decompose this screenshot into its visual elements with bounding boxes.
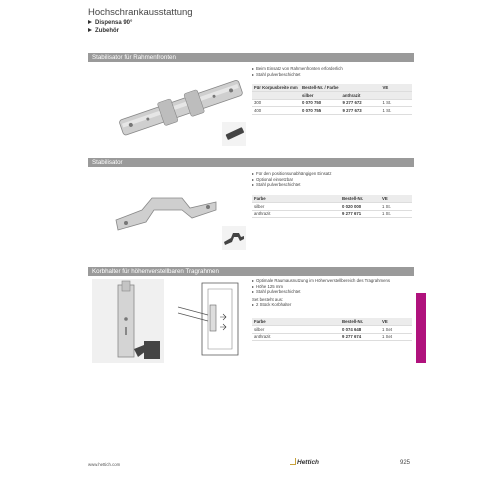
- table-cell: 0 070 750: [300, 99, 341, 107]
- table-cell: silber: [252, 203, 340, 211]
- breadcrumb-item-1: Dispensa 90°: [88, 20, 132, 26]
- table-cell: 400: [252, 107, 300, 115]
- section-1-table: [252, 84, 412, 115]
- table-cell: 9 277 671: [340, 210, 380, 218]
- table-cell: 9 277 674: [340, 333, 380, 341]
- bullet-item: ▸ Stahl pulverbeschichtet: [252, 289, 390, 295]
- table-row: [252, 210, 412, 218]
- korbhalter-image: [92, 279, 164, 363]
- table-header-cell: anthrazit: [341, 92, 381, 100]
- table-header-cell: VE: [380, 195, 412, 203]
- stabilisator-image: [112, 190, 220, 232]
- table-header-cell: [252, 92, 300, 100]
- breadcrumb-item-2: Zubehör: [88, 28, 119, 34]
- table-header-cell: Für Korpusbreite mm: [252, 84, 300, 92]
- bullet-item: ▸ Höhe 125 mm: [252, 284, 390, 290]
- table-header-cell: Bestell-Nr. / Farbe: [302, 85, 339, 90]
- table-cell: anthrazit: [252, 210, 340, 218]
- table-cell: 0 074 648: [340, 326, 380, 334]
- bullet-item: ▸ Stahl pulverbeschichtet: [252, 182, 332, 188]
- korbhalter-mounting-drawing: [168, 279, 244, 363]
- page-title: Hochschrankausstattung: [88, 7, 193, 18]
- bullet-item: ▸ Optimale Raumausnutzung im Höhenverstellbereich des Tragrahmens: [252, 278, 390, 284]
- section-heading-rahmenfronten: Stabilisator für Rahmenfronten: [88, 53, 414, 62]
- table-row: [252, 326, 412, 334]
- section-3-table: [252, 318, 412, 341]
- table-cell: 9 277 673: [341, 107, 381, 115]
- table-header-row: [252, 195, 412, 203]
- bullet-item: ▸ Für den positionsunabhängigen Einsatz: [252, 171, 332, 177]
- table-cell: 300: [252, 99, 300, 107]
- table-header-cell: Farbe: [252, 318, 340, 326]
- page-number: 925: [400, 460, 411, 466]
- table-header-cell: VE: [380, 318, 412, 326]
- triangle-bullet-icon: [88, 20, 92, 24]
- hettich-logo-icon: [290, 458, 296, 465]
- table-cell: anthrazit: [252, 333, 340, 341]
- table-row: [252, 107, 412, 115]
- section-3-bullets: [252, 278, 390, 308]
- table-cell: 1 Set: [380, 326, 412, 334]
- table-header-cell: Bestell-Nr.: [340, 195, 380, 203]
- section-heading-stabilisator: Stabilisator: [88, 158, 414, 167]
- table-cell: 9 277 672: [341, 99, 381, 107]
- set-note: Set besteht aus:: [252, 296, 284, 302]
- set-item: ▸ 2 Stück Korbhalter: [252, 302, 390, 308]
- table-header-cell: [381, 92, 412, 100]
- table-cell: 0 020 000: [340, 203, 380, 211]
- table-cell: silber: [252, 326, 340, 334]
- hettich-logo: Hettich: [290, 458, 319, 466]
- table-subheader-row: [252, 92, 412, 100]
- stabilisator-anthrazit-thumbnail: [222, 122, 246, 146]
- table-row: [252, 203, 412, 211]
- table-cell: 0 070 755: [300, 107, 341, 115]
- section-2-table: [252, 195, 412, 218]
- table-cell: 1 St.: [381, 99, 412, 107]
- table-cell: 1 St.: [380, 210, 412, 218]
- table-row: [252, 99, 412, 107]
- bullet-item: ▸ Beim Einsatz von Rahmenfronten erforderlich: [252, 66, 343, 72]
- footer-url[interactable]: www.hettich.com: [88, 462, 121, 467]
- table-header-cell: [341, 84, 381, 92]
- table-header-cell: Farbe: [252, 195, 340, 203]
- table-header-cell: Bestell-Nr.: [340, 318, 380, 326]
- section-1-bullets: [252, 66, 343, 77]
- bullet-item: ▸ Optional einsetzbar: [252, 177, 332, 183]
- table-header-row: [252, 84, 412, 92]
- table-cell: 1 St.: [380, 203, 412, 211]
- table-header-cell: silber: [300, 92, 341, 100]
- table-header-row: [252, 318, 412, 326]
- section-heading-korbhalter: Korbhalter für höhenverstellbaren Tragrahmen: [88, 267, 414, 276]
- triangle-bullet-icon: [88, 28, 92, 32]
- chapter-side-tab: [416, 293, 426, 363]
- table-header-cell: VE: [381, 84, 412, 92]
- section-2-bullets: [252, 171, 332, 188]
- stabilisator-anthrazit-thumbnail: [222, 226, 246, 250]
- table-cell: 1 St.: [381, 107, 412, 115]
- bullet-item: ▸ Stahl pulverbeschichtet: [252, 72, 343, 78]
- table-row: [252, 333, 412, 341]
- table-cell: 1 Set: [380, 333, 412, 341]
